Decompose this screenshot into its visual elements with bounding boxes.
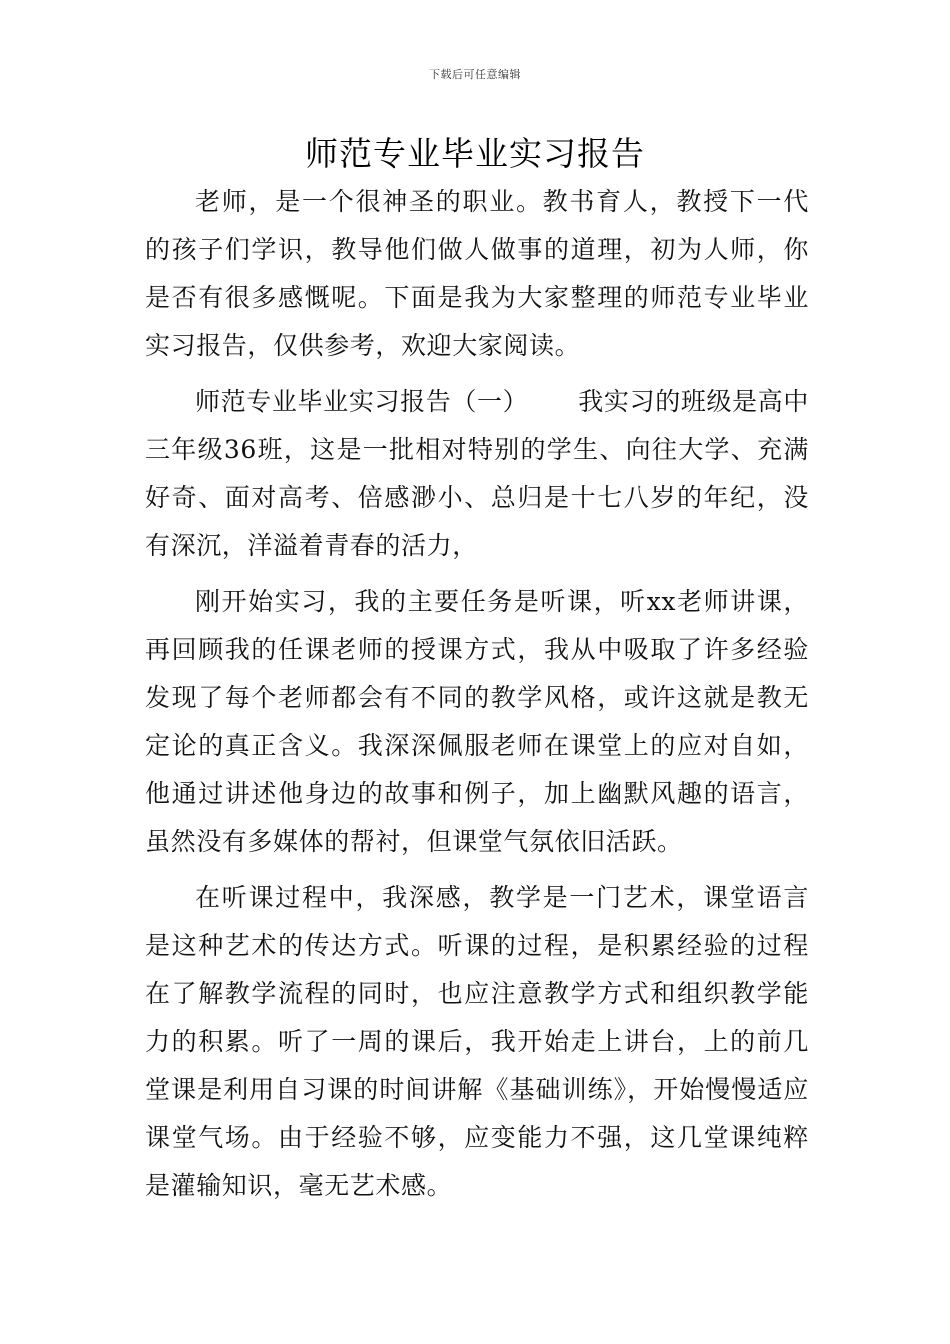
class-description: 我实习的班级是高中三年级36班，这是一批相对特别的学生、向往大学、充满好奇、面对高考、倍感渺小、总归是十七八岁的年纪，没有深沉，洋溢着青春的活力， [145, 387, 809, 560]
document-body [145, 178, 809, 1218]
intro-paragraph: 老师，是一个很神圣的职业。教书育人，教授下一代的孩子们学识，教导他们做人做事的道理，初为人师，你是否有很多感慨呢。下面是我为大家整理的师范专业毕业实习报告，仅供参考，欢迎大家阅读。 [145, 187, 809, 360]
section-heading: 师范专业毕业实习报告（一） [195, 387, 529, 416]
header-note: 下载后可任意编辑 [429, 68, 521, 81]
observation-paragraph: 刚开始实习，我的主要任务是听课，听xx老师讲课，再回顾我的任课老师的授课方式，我从中吸取了许多经验发现了每个老师都会有不同的教学风格，或许这就是教无定论的真正含义。我深深佩服老师在课堂上的应对自如，他通过讲述他身边的故事和例子，加上幽默风趣的语言，虽然没有多媒体的帮衬，但课堂气氛依旧活跃。 [145, 587, 809, 856]
document-title: 师范专业毕业实习报告 [305, 134, 645, 173]
teaching-paragraph: 在听课过程中，我深感，教学是一门艺术，课堂语言是这种艺术的传达方式。听课的过程，是积累经验的过程在了解教学流程的同时，也应注意教学方式和组织教学能力的积累。听了一周的课后，我开始走上讲台，上的前几堂课是利用自习课的时间讲解《基础训练》，开始慢慢适应课堂气场。由于经验不够，应变能力不强，这几堂课纯粹是灌输知识，毫无艺术感。 [145, 883, 809, 1200]
section-paragraph [145, 378, 809, 570]
